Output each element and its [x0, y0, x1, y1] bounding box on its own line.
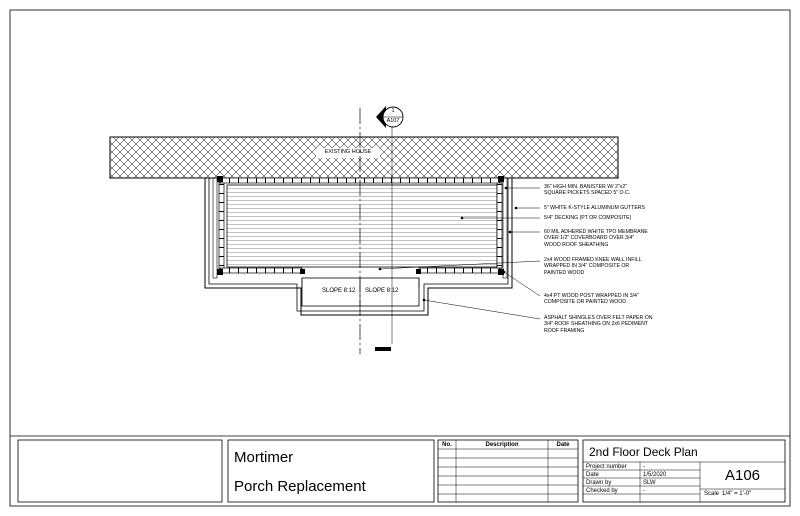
scale-label: Scale — [704, 491, 720, 497]
section-marker-sheet: A107 — [386, 118, 400, 124]
note-membrane: 60 MIL ADHERED WHITE TPO MEMBRANE OVER 1/2" COVERBOARD OVER 3/4" WOOD ROOF SHEATHING — [544, 229, 648, 248]
project-name: Mortimer — [234, 449, 294, 466]
post-top-right — [498, 176, 504, 182]
revision-no-header: No. — [442, 442, 452, 448]
section-marker-number: 1 — [391, 108, 395, 114]
sheet-title: 2nd Floor Deck Plan — [589, 445, 698, 459]
left-banister — [219, 183, 224, 268]
date-label: Date — [586, 472, 599, 478]
post-stair-left — [300, 269, 305, 274]
project-description: Porch Replacement — [234, 478, 366, 495]
note-shingles: ASPHALT SHINGLES OVER FELT PAPER ON 3/4" ROOF SHEATHING ON 2x6 PEDIMENT ROOF FRAMING — [544, 315, 653, 334]
revision-date-header: Date — [556, 442, 570, 448]
checked-by-value: - — [643, 488, 645, 494]
left-gutter — [213, 178, 217, 278]
note-decking: 5/4" DECKING (PT OR COMPOSITE) — [544, 215, 632, 221]
note-post: 4x4 PT WOOD POST WRAPPED IN 3/4" COMPOSITE OR PAINTED WOOD — [544, 293, 639, 306]
scale-value: 1/4" = 1'-0" — [722, 491, 752, 497]
project-number-value: - — [643, 464, 645, 470]
note-gutters: 5" WHITE K-STYLE ALUMINUM GUTTERS — [544, 205, 645, 211]
checked-by-label: Checked by — [586, 488, 618, 494]
project-number-label: Project number — [586, 464, 627, 470]
existing-house-label: EXISTING HOUSE — [324, 149, 372, 155]
post-stair-right — [416, 269, 421, 274]
decking-area — [227, 185, 497, 267]
post-top-left — [217, 176, 223, 182]
drawn-by-label: Drawn by — [586, 480, 612, 486]
section-tail-mark — [375, 347, 391, 351]
date-value: 1/5/2020 — [643, 472, 667, 478]
revision-table-grid — [438, 440, 578, 502]
slope-right-label: SLOPE 8:12 — [365, 288, 399, 294]
post-bottom-left — [217, 269, 223, 275]
bottom-right-banister — [419, 268, 501, 273]
drawn-by-value: SLW — [643, 480, 656, 486]
bottom-left-banister — [219, 268, 302, 273]
pediment-roof — [302, 278, 419, 306]
sheet-number: A106 — [724, 467, 761, 484]
note-banister: 36" HIGH MIN. BANISTER W/ 2"x2" SQUARE PICKETS SPACED 5" O.C. — [544, 184, 631, 197]
right-banister — [497, 183, 502, 268]
revision-description-header: Description — [485, 442, 519, 448]
slope-left-label: SLOPE 8:12 — [322, 288, 356, 294]
note-knee-wall: 2x4 WOOD FRAMED KNEE WALL INFILL WRAPPED IN 3/4" COMPOSITE OR PAINTED WOOD — [544, 257, 642, 276]
